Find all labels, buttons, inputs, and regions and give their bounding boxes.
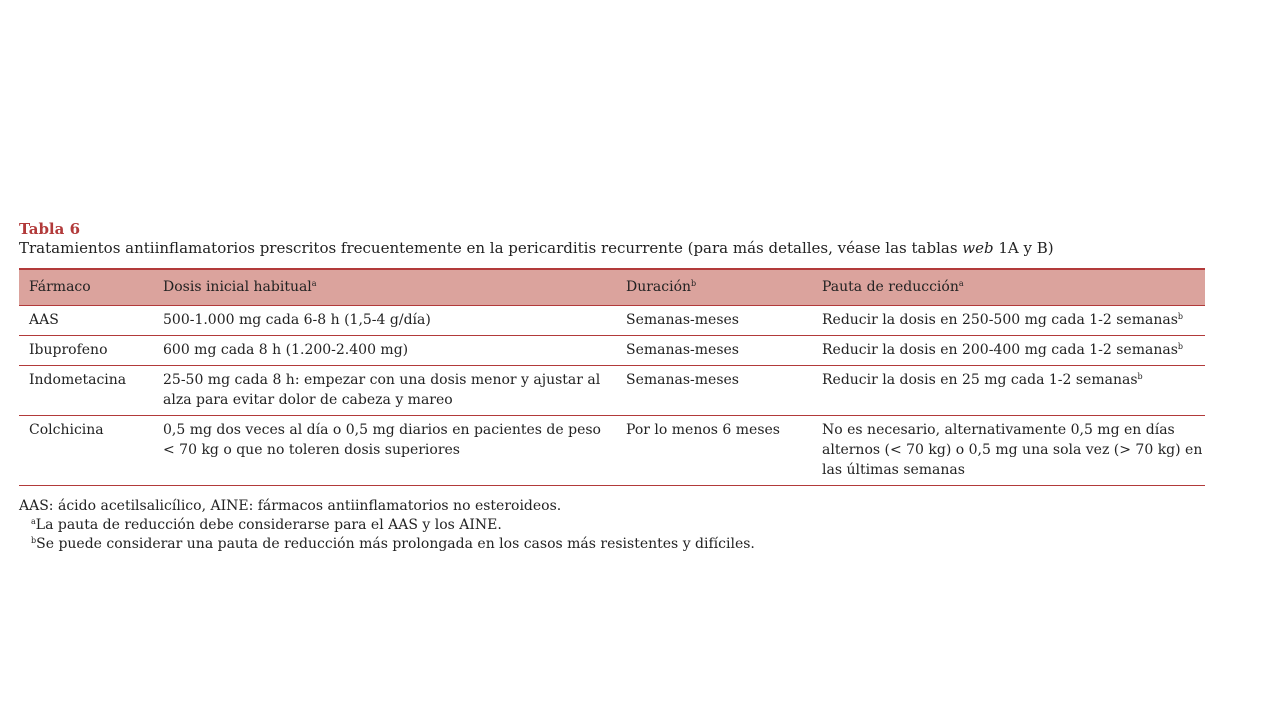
treatment-table: [19, 268, 1205, 486]
cell-tapering: No es necesario, alternativamente 0,5 mg en días alternos (< 70 kg) o 0,5 mg una sola vez (> 70 kg) en las últimas semanas: [812, 415, 1205, 485]
caption-text-end: 1A y B): [993, 239, 1054, 257]
document-page: [19, 220, 1206, 554]
table-caption: [19, 239, 1206, 258]
footnote-mark: b: [31, 535, 37, 545]
cell-drug: Indometacina: [19, 365, 153, 415]
header-cell-drug: Fármaco: [29, 279, 91, 296]
cell-dose: 25-50 mg cada 8 h: empezar con una dosis menor y ajustar al alza para evitar dolor de cabeza y mareo: [153, 365, 616, 415]
cell-tapering: Reducir la dosis en 200-400 mg cada 1-2 semanas$^b$: [812, 335, 1205, 365]
cell-dose: 0,5 mg dos veces al día o 0,5 mg diarios en pacientes de peso < 70 kg o que no toleren dosis superiores: [153, 415, 616, 485]
header-cell-dose: Dosis inicial habitual$^a$: [163, 279, 317, 296]
cell-tapering: Reducir la dosis en 250-500 mg cada 1-2 semanas$^b$: [822, 311, 1183, 328]
cell-dose: 500-1.000 mg cada 6-8 h (1,5-4 g/día): [163, 311, 431, 328]
footnote-b: $^b$Se puede considerar una pauta de reducción más prolongada en los casos más resistentes y difíciles.: [31, 535, 755, 552]
cell-drug: Ibuprofeno: [19, 335, 153, 365]
footnote-mark: a: [311, 279, 317, 289]
footnote-mark: a: [31, 516, 36, 526]
footnote-mark: a: [958, 279, 964, 289]
table-row: [19, 335, 1205, 365]
cell-tapering: Reducir la dosis en 25 mg cada 1-2 semanas$^b$: [812, 365, 1205, 415]
table-notes: [19, 497, 1206, 554]
cell-duration: Semanas-meses: [616, 365, 812, 415]
footnote-mark: b: [691, 279, 697, 289]
table-row: [19, 305, 1205, 335]
caption-text-start: Tratamientos antiinflamatorios prescritos frecuentemente en la pericarditis recurrente (para más detalles, véase las tablas: [19, 239, 963, 257]
cell-dose: 600 mg cada 8 h (1.200-2.400 mg): [153, 335, 616, 365]
caption-italic-web: web: [962, 239, 994, 257]
header-cell-duration: Duración$^b$: [626, 279, 697, 296]
table-label: Tabla 6: [19, 220, 81, 238]
footnote-mark: b: [1137, 371, 1143, 381]
footnote-a: $^a$La pauta de reducción debe considerarse para el AAS y los AINE.: [31, 516, 502, 533]
header-cell-tapering: Pauta de reducción$^a$: [822, 279, 964, 296]
abbreviations-note: AAS: ácido acetilsalicílico, AINE: fármacos antiinflamatorios no esteroideos.: [19, 497, 562, 514]
cell-duration: Semanas-meses: [626, 311, 739, 328]
footnote-mark: b: [1177, 341, 1183, 351]
cell-duration: Semanas-meses: [616, 335, 812, 365]
footnote-mark: b: [1177, 311, 1183, 321]
table-row: [19, 415, 1205, 485]
table-row: [19, 365, 1205, 415]
cell-drug: AAS: [29, 311, 59, 328]
cell-duration: Por lo menos 6 meses: [616, 415, 812, 485]
cell-drug: Colchicina: [19, 415, 153, 485]
table-header-row: [19, 269, 1205, 305]
